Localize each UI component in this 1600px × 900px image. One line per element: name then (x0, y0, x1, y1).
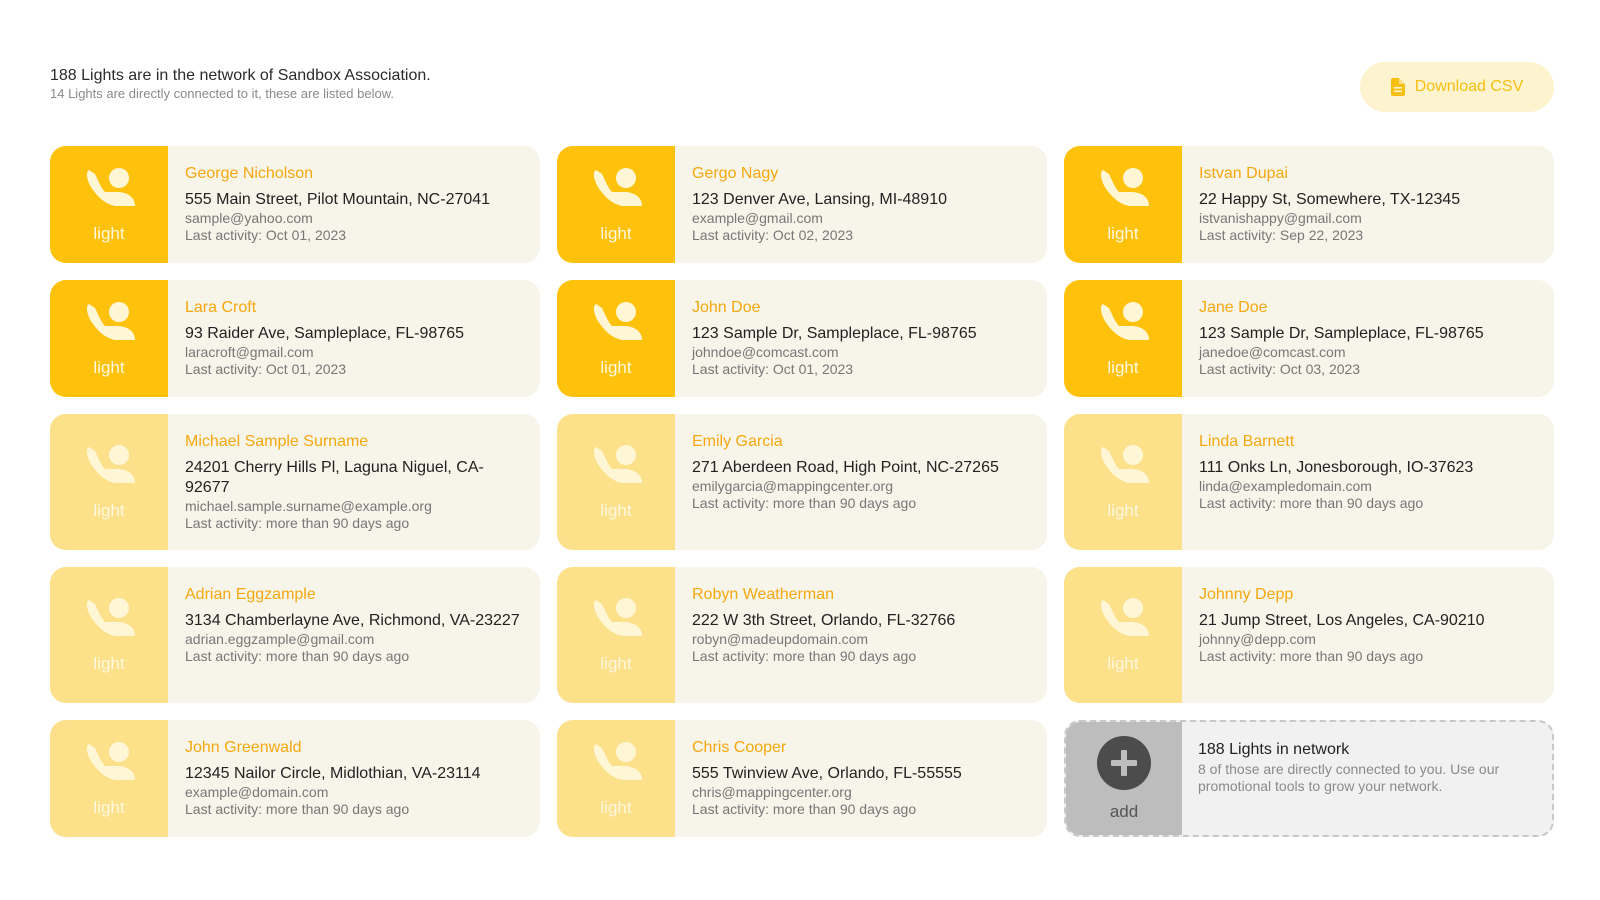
light-thumbnail (50, 146, 168, 263)
light-card[interactable] (1064, 146, 1554, 263)
light-last-activity: Last activity: more than 90 days ago (185, 801, 410, 817)
light-type-label: light (93, 654, 125, 673)
light-email: michael.sample.surname@example.org (185, 498, 432, 514)
light-name[interactable]: Chris Cooper (692, 739, 787, 756)
page-title: 188 Lights are in the network of Sandbox Association. (50, 67, 431, 84)
light-email: example@gmail.com (692, 210, 823, 226)
light-card[interactable] (1064, 414, 1554, 550)
person-wave-icon (81, 300, 137, 344)
light-card[interactable] (557, 414, 1047, 550)
file-icon (1391, 78, 1405, 96)
light-email: johndoe@comcast.com (692, 344, 839, 360)
light-type-label: light (600, 501, 632, 520)
light-name[interactable]: Jane Doe (1199, 299, 1268, 316)
light-address: 21 Jump Street, Los Angeles, CA-90210 (1199, 612, 1485, 629)
light-type-label: light (1107, 223, 1139, 243)
light-type-label: light (600, 223, 632, 243)
light-info (675, 280, 1047, 397)
light-last-activity: Last activity: more than 90 days ago (692, 801, 917, 817)
add-label: add (1109, 801, 1139, 821)
light-thumbnail (557, 414, 675, 550)
light-last-activity: Last activity: more than 90 days ago (1199, 495, 1424, 511)
light-last-activity: Last activity: more than 90 days ago (185, 648, 410, 664)
light-last-activity: Last activity: Sep 22, 2023 (1199, 227, 1364, 243)
light-thumbnail (557, 280, 675, 397)
light-address: 123 Sample Dr, Sampleplace, FL-98765 (1199, 325, 1484, 342)
light-address: 555 Twinview Ave, Orlando, FL-55555 (692, 765, 962, 782)
person-wave-icon (1095, 300, 1151, 344)
light-type-label: light (600, 357, 632, 377)
light-email: chris@mappingcenter.org (692, 784, 852, 800)
light-last-activity: Last activity: Oct 01, 2023 (185, 361, 347, 377)
light-card[interactable] (50, 567, 540, 703)
person-wave-icon (1095, 596, 1151, 640)
add-thumbnail[interactable] (1066, 722, 1182, 835)
light-email: adrian.eggzample@gmail.com (185, 631, 375, 647)
light-last-activity: Last activity: Oct 03, 2023 (1199, 361, 1361, 377)
light-card[interactable] (50, 414, 540, 550)
light-type-label: light (93, 223, 125, 243)
light-email: robyn@madeupdomain.com (692, 631, 869, 647)
light-last-activity: Last activity: more than 90 days ago (692, 648, 917, 664)
light-name[interactable]: Robyn Weatherman (692, 586, 834, 603)
light-last-activity: Last activity: Oct 01, 2023 (185, 227, 347, 243)
light-name[interactable]: George Nicholson (185, 165, 314, 182)
light-thumbnail (1064, 567, 1182, 703)
download-csv-label: Download CSV (1414, 78, 1524, 95)
light-card[interactable] (557, 280, 1047, 397)
light-card[interactable] (557, 146, 1047, 263)
network-info (1182, 722, 1552, 835)
light-address: 222 W 3th Street, Orlando, FL-32766 (692, 612, 956, 629)
light-last-activity: Last activity: Oct 02, 2023 (692, 227, 854, 243)
light-last-activity: Last activity: more than 90 days ago (1199, 648, 1424, 664)
light-thumbnail (1064, 280, 1182, 397)
person-wave-icon (1095, 443, 1151, 487)
person-wave-icon (588, 740, 644, 784)
light-email: sample@yahoo.com (185, 210, 313, 226)
light-type-label: light (93, 501, 125, 520)
person-wave-icon (81, 596, 137, 640)
light-name[interactable]: Johnny Depp (1199, 586, 1294, 603)
page-subtitle: 14 Lights are directly connected to it, these are listed below. (50, 86, 394, 101)
light-card[interactable] (1064, 280, 1554, 397)
light-card[interactable] (557, 567, 1047, 703)
light-info (168, 280, 540, 397)
light-type-label: light (1107, 501, 1139, 520)
page-header (50, 66, 431, 102)
light-info (168, 146, 540, 263)
light-info (1182, 414, 1554, 550)
light-name[interactable]: Emily Garcia (692, 433, 783, 450)
light-card[interactable] (557, 720, 1047, 837)
person-wave-icon (81, 443, 137, 487)
light-type-label: light (93, 797, 125, 817)
add-light-card[interactable] (1064, 720, 1554, 837)
light-thumbnail (50, 280, 168, 397)
light-name[interactable]: John Doe (692, 299, 761, 316)
plus-icon[interactable] (1097, 736, 1151, 790)
light-info (1182, 280, 1554, 397)
light-email: istvanishappy@gmail.com (1199, 210, 1362, 226)
light-email: emilygarcia@mappingcenter.org (692, 478, 893, 494)
light-thumbnail (557, 567, 675, 703)
light-thumbnail (50, 414, 168, 550)
light-info (168, 567, 540, 703)
light-email: janedoe@comcast.com (1199, 344, 1346, 360)
light-thumbnail (50, 567, 168, 703)
light-info (1182, 146, 1554, 263)
person-wave-icon (1095, 166, 1151, 210)
light-info (675, 146, 1047, 263)
light-type-label: light (1107, 357, 1139, 377)
light-thumbnail (1064, 146, 1182, 263)
light-thumbnail (1064, 414, 1182, 550)
light-card[interactable] (50, 146, 540, 263)
person-wave-icon (588, 443, 644, 487)
light-info (168, 414, 540, 550)
light-thumbnail (557, 146, 675, 263)
light-info (168, 720, 540, 837)
network-count-title: 188 Lights in network (1198, 741, 1350, 758)
person-wave-icon (588, 596, 644, 640)
light-email: laracroft@gmail.com (185, 344, 314, 360)
download-csv-button[interactable] (1360, 62, 1554, 112)
light-type-label: light (93, 357, 125, 377)
light-name[interactable]: Adrian Eggzample (185, 586, 316, 603)
light-card[interactable] (50, 280, 540, 397)
person-wave-icon (588, 166, 644, 210)
light-name[interactable]: John Greenwald (185, 739, 302, 756)
person-wave-icon (81, 166, 137, 210)
light-email: example@domain.com (185, 784, 329, 800)
light-info (675, 414, 1047, 550)
light-address: 3134 Chamberlayne Ave, Richmond, VA-23227 (185, 612, 520, 629)
light-thumbnail (557, 720, 675, 837)
light-info (1182, 567, 1554, 703)
light-name[interactable]: Michael Sample Surname (185, 433, 369, 450)
light-address: 111 Onks Ln, Jonesborough, IO-37623 (1199, 459, 1474, 476)
light-address: 24201 Cherry Hills Pl, Laguna Niguel, CA-92677 (185, 459, 484, 496)
light-name[interactable]: Istvan Dupai (1199, 165, 1288, 182)
light-type-label: light (600, 797, 632, 817)
light-address: 93 Raider Ave, Sampleplace, FL-98765 (185, 325, 464, 342)
light-card[interactable] (1064, 567, 1554, 703)
network-description: 8 of those are directly connected to you. Use our promotional tools to grow your network. (1198, 761, 1500, 794)
light-name[interactable]: Linda Barnett (1199, 433, 1295, 450)
light-email: linda@exampledomain.com (1199, 478, 1372, 494)
light-name[interactable]: Lara Croft (185, 299, 257, 316)
light-card[interactable] (50, 720, 540, 837)
light-last-activity: Last activity: Oct 01, 2023 (692, 361, 854, 377)
person-wave-icon (588, 300, 644, 344)
light-address: 123 Denver Ave, Lansing, MI-48910 (692, 191, 947, 208)
light-type-label: light (1107, 654, 1139, 673)
light-email: johnny@depp.com (1199, 631, 1316, 647)
person-wave-icon (81, 740, 137, 784)
light-address: 271 Aberdeen Road, High Point, NC-27265 (692, 459, 999, 476)
lights-grid (50, 146, 1554, 837)
light-info (675, 567, 1047, 703)
light-type-label: light (600, 654, 632, 673)
light-last-activity: Last activity: more than 90 days ago (185, 515, 410, 531)
light-name[interactable]: Gergo Nagy (692, 165, 779, 182)
light-last-activity: Last activity: more than 90 days ago (692, 495, 917, 511)
light-address: 12345 Nailor Circle, Midlothian, VA-23114 (185, 765, 481, 782)
light-info (675, 720, 1047, 837)
light-thumbnail (50, 720, 168, 837)
light-address: 22 Happy St, Somewhere, TX-12345 (1199, 191, 1461, 208)
light-address: 555 Main Street, Pilot Mountain, NC-27041 (185, 191, 491, 208)
light-address: 123 Sample Dr, Sampleplace, FL-98765 (692, 325, 977, 342)
